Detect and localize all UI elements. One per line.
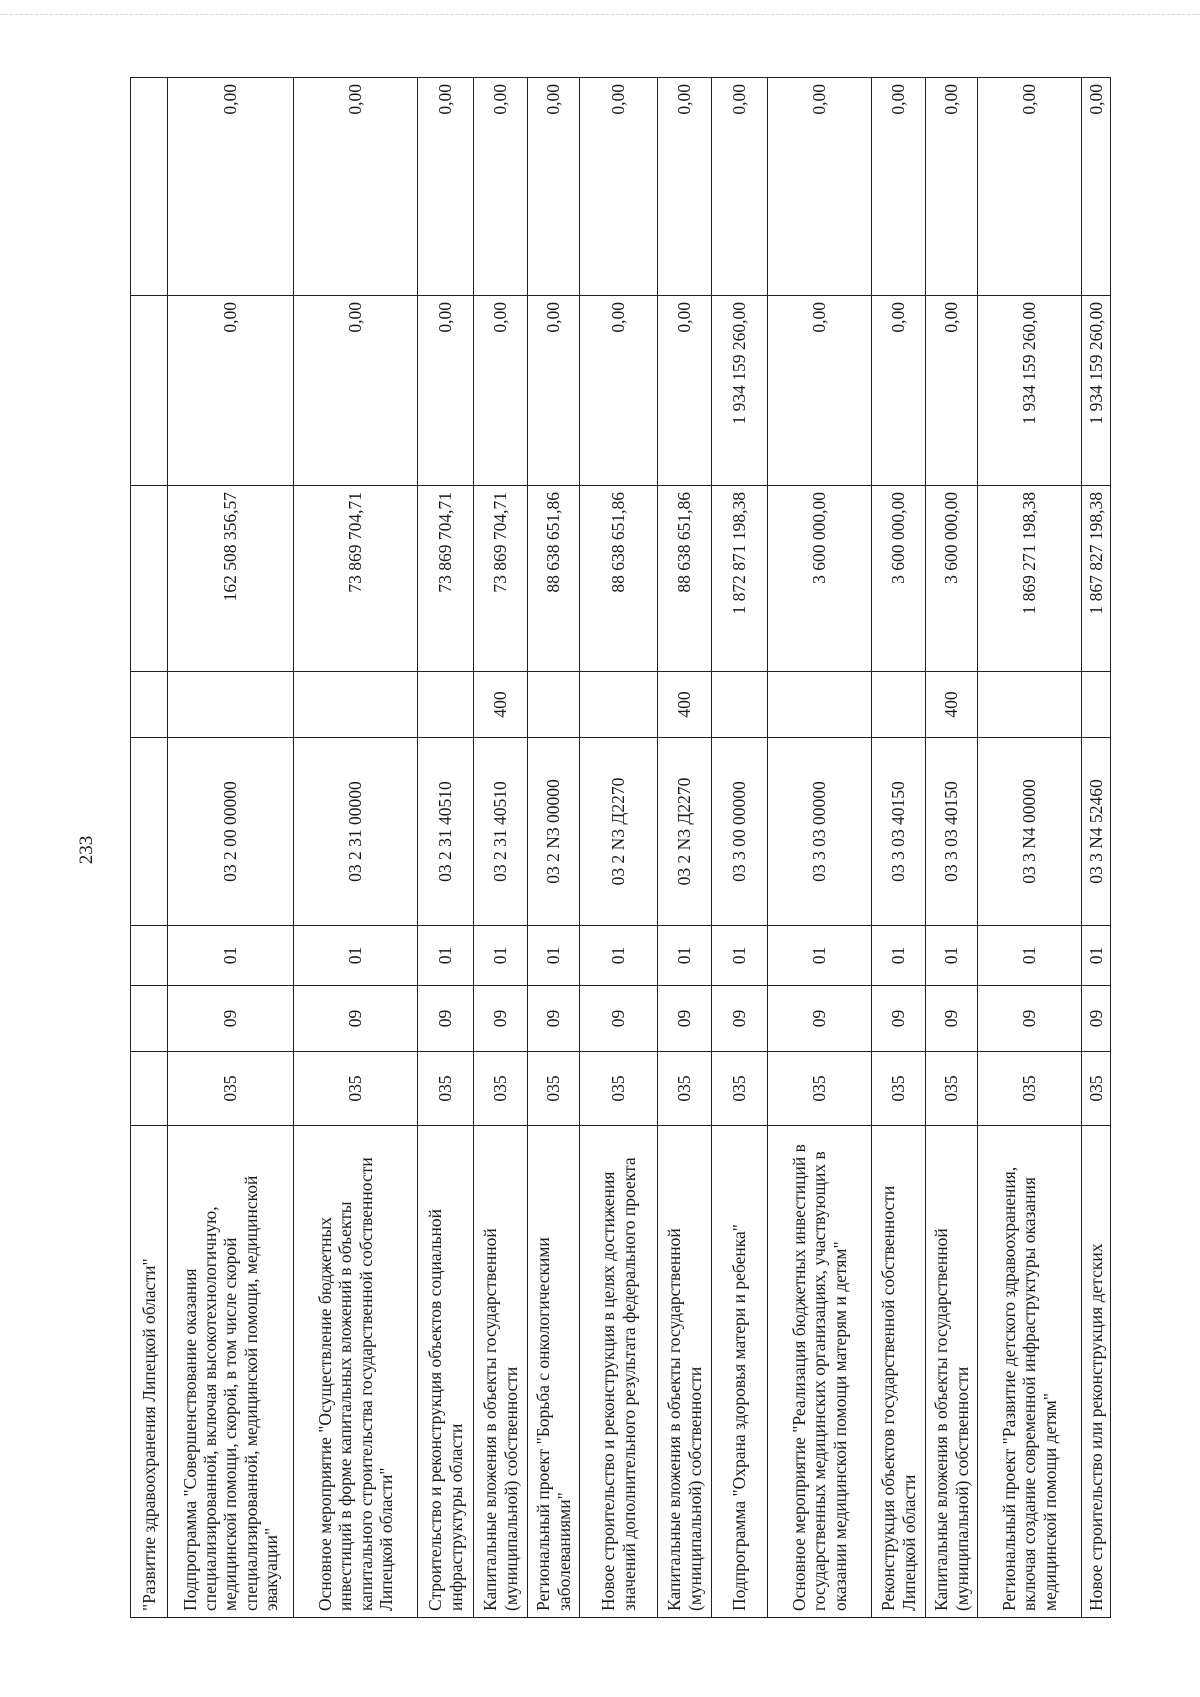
target-article-code: 03 3 03 40150	[926, 738, 978, 926]
grbs-code: 035	[474, 1052, 528, 1126]
expense-type-code: 400	[658, 672, 712, 738]
row-name: Основное мероприятие "Осуществление бюджетных инвестиций в форме капитальных вложений в объекты капитального строительства государственной собственности Липецкой области"	[294, 1126, 418, 1618]
expense-type-code	[294, 672, 418, 738]
subsection-code: 01	[580, 926, 658, 986]
target-article-code: 03 3 03 40150	[872, 738, 926, 926]
amount-year-2	[131, 296, 168, 486]
row-name: Подпрограмма "Совершенствование оказания специализированной, включая высокотехнологичную, медицинской помощи, скорой, в том числе скорой специализированной, медицинской помощи, медицинской эвакуации"	[168, 1126, 294, 1618]
grbs-code: 035	[168, 1052, 294, 1126]
row-name: Капитальные вложения в объекты государственной (муниципальной) собственности	[658, 1126, 712, 1618]
target-article-code: 03 3 N4 00000	[978, 738, 1082, 926]
amount-year-1: 162 508 356,57	[168, 486, 294, 672]
amount-year-2: 0,00	[474, 296, 528, 486]
section-code: 09	[658, 986, 712, 1052]
subsection-code: 01	[528, 926, 580, 986]
amount-year-3: 0,00	[474, 78, 528, 296]
section-code: 09	[474, 986, 528, 1052]
amount-year-3: 0,00	[294, 78, 418, 296]
subsection-code: 01	[168, 926, 294, 986]
amount-year-3: 0,00	[926, 78, 978, 296]
amount-year-2: 0,00	[168, 296, 294, 486]
subsection-code: 01	[712, 926, 768, 986]
table-row	[418, 78, 474, 1618]
amount-year-1	[131, 486, 168, 672]
grbs-code: 035	[978, 1052, 1082, 1126]
subsection-code: 01	[926, 926, 978, 986]
table-row	[658, 78, 712, 1618]
section-code: 09	[580, 986, 658, 1052]
amount-year-1: 3 600 000,00	[872, 486, 926, 672]
expense-type-code	[418, 672, 474, 738]
target-article-code: 03 2 N3 00000	[528, 738, 580, 926]
expense-type-code: 400	[926, 672, 978, 738]
row-name: Региональный проект "Развитие детского здравоохранения, включая создание современной инфраструктуры оказания медицинской помощи детям"	[978, 1126, 1082, 1618]
amount-year-1: 1 869 271 198,38	[978, 486, 1082, 672]
row-name: Капитальные вложения в объекты государственной (муниципальной) собственности	[474, 1126, 528, 1618]
grbs-code: 035	[768, 1052, 872, 1126]
amount-year-3: 0,00	[658, 78, 712, 296]
amount-year-3: 0,00	[1082, 78, 1111, 296]
row-name: Региональный проект "Борьба с онкологическими заболеваниями"	[528, 1126, 580, 1618]
section-code: 09	[1082, 986, 1111, 1052]
amount-year-1: 73 869 704,71	[418, 486, 474, 672]
grbs-code: 035	[658, 1052, 712, 1126]
target-article-code	[131, 738, 168, 926]
amount-year-1: 1 867 827 198,38	[1082, 486, 1111, 672]
amount-year-1: 88 638 651,86	[528, 486, 580, 672]
table-row	[768, 78, 872, 1618]
target-article-code: 03 2 00 00000	[168, 738, 294, 926]
amount-year-2: 0,00	[658, 296, 712, 486]
subsection-code: 01	[768, 926, 872, 986]
amount-year-3: 0,00	[712, 78, 768, 296]
expense-type-code	[168, 672, 294, 738]
amount-year-1: 88 638 651,86	[658, 486, 712, 672]
row-name: Реконструкция объектов государственной собственности Липецкой области	[872, 1126, 926, 1618]
amount-year-3	[131, 78, 168, 296]
expense-type-code	[768, 672, 872, 738]
section-code: 09	[978, 986, 1082, 1052]
row-name: "Развитие здравоохранения Липецкой области"	[131, 1126, 168, 1618]
row-name: Капитальные вложения в объекты государственной (муниципальной) собственности	[926, 1126, 978, 1618]
subsection-code: 01	[872, 926, 926, 986]
amount-year-3: 0,00	[768, 78, 872, 296]
target-article-code: 03 3 00 00000	[712, 738, 768, 926]
target-article-code: 03 2 N3 Д2270	[580, 738, 658, 926]
amount-year-1: 88 638 651,86	[580, 486, 658, 672]
subsection-code: 01	[474, 926, 528, 986]
amount-year-2: 0,00	[768, 296, 872, 486]
amount-year-2: 0,00	[872, 296, 926, 486]
section-code: 09	[768, 986, 872, 1052]
table-row	[528, 78, 580, 1618]
amount-year-1: 73 869 704,71	[474, 486, 528, 672]
amount-year-3: 0,00	[580, 78, 658, 296]
target-article-code: 03 2 N3 Д2270	[658, 738, 712, 926]
amount-year-2: 0,00	[580, 296, 658, 486]
page-number: 233	[76, 835, 97, 865]
target-article-code: 03 2 31 00000	[294, 738, 418, 926]
subsection-code: 01	[1082, 926, 1111, 986]
subsection-code	[131, 926, 168, 986]
scan-edge	[0, 0, 1200, 15]
subsection-code: 01	[658, 926, 712, 986]
target-article-code: 03 2 31 40510	[418, 738, 474, 926]
amount-year-3: 0,00	[168, 78, 294, 296]
amount-year-2: 1 934 159 260,00	[1082, 296, 1111, 486]
expense-type-code	[528, 672, 580, 738]
budget-table	[130, 77, 1111, 1618]
grbs-code: 035	[418, 1052, 474, 1126]
section-code: 09	[168, 986, 294, 1052]
section-code: 09	[528, 986, 580, 1052]
expense-type-code: 400	[474, 672, 528, 738]
table-row	[168, 78, 294, 1618]
table-row	[294, 78, 418, 1618]
row-name: Подпрограмма "Охрана здоровья матери и ребенка"	[712, 1126, 768, 1618]
amount-year-2: 0,00	[926, 296, 978, 486]
amount-year-1: 3 600 000,00	[768, 486, 872, 672]
table-row	[712, 78, 768, 1618]
amount-year-2: 0,00	[418, 296, 474, 486]
table-row	[978, 78, 1082, 1618]
table-row	[474, 78, 528, 1618]
row-name: Строительство и реконструкция объектов социальной инфраструктуры области	[418, 1126, 474, 1618]
expense-type-code	[872, 672, 926, 738]
row-name: Основное мероприятие "Реализация бюджетных инвестиций в государственных медицинских организациях, участвующих в оказании медицинской помощи матерям и детям"	[768, 1126, 872, 1618]
amount-year-2: 1 934 159 260,00	[978, 296, 1082, 486]
amount-year-3: 0,00	[872, 78, 926, 296]
target-article-code: 03 3 03 00000	[768, 738, 872, 926]
table-row	[872, 78, 926, 1618]
amount-year-1: 73 869 704,71	[294, 486, 418, 672]
target-article-code: 03 2 31 40510	[474, 738, 528, 926]
expense-type-code	[978, 672, 1082, 738]
section-code: 09	[712, 986, 768, 1052]
subsection-code: 01	[294, 926, 418, 986]
amount-year-2: 0,00	[528, 296, 580, 486]
section-code	[131, 986, 168, 1052]
amount-year-2: 1 934 159 260,00	[712, 296, 768, 486]
amount-year-3: 0,00	[978, 78, 1082, 296]
grbs-code: 035	[872, 1052, 926, 1126]
expense-type-code	[131, 672, 168, 738]
target-article-code: 03 3 N4 52460	[1082, 738, 1111, 926]
subsection-code: 01	[418, 926, 474, 986]
table-row	[1082, 78, 1111, 1618]
grbs-code: 035	[294, 1052, 418, 1126]
amount-year-1: 3 600 000,00	[926, 486, 978, 672]
amount-year-3: 0,00	[418, 78, 474, 296]
amount-year-2: 0,00	[294, 296, 418, 486]
table-container	[130, 78, 1110, 1618]
amount-year-3: 0,00	[528, 78, 580, 296]
table-row	[926, 78, 978, 1618]
grbs-code: 035	[528, 1052, 580, 1126]
amount-year-1: 1 872 871 198,38	[712, 486, 768, 672]
expense-type-code	[712, 672, 768, 738]
row-name: Новое строительство или реконструкция детских	[1082, 1126, 1111, 1618]
grbs-code	[131, 1052, 168, 1126]
row-name: Новое строительство и реконструкция в целях достижения значений дополнительного результата федерального проекта	[580, 1126, 658, 1618]
section-code: 09	[294, 986, 418, 1052]
table-row	[131, 78, 168, 1618]
expense-type-code	[580, 672, 658, 738]
subsection-code: 01	[978, 926, 1082, 986]
section-code: 09	[418, 986, 474, 1052]
section-code: 09	[872, 986, 926, 1052]
grbs-code: 035	[1082, 1052, 1111, 1126]
grbs-code: 035	[926, 1052, 978, 1126]
expense-type-code	[1082, 672, 1111, 738]
section-code: 09	[926, 986, 978, 1052]
grbs-code: 035	[580, 1052, 658, 1126]
grbs-code: 035	[712, 1052, 768, 1126]
table-row	[580, 78, 658, 1618]
